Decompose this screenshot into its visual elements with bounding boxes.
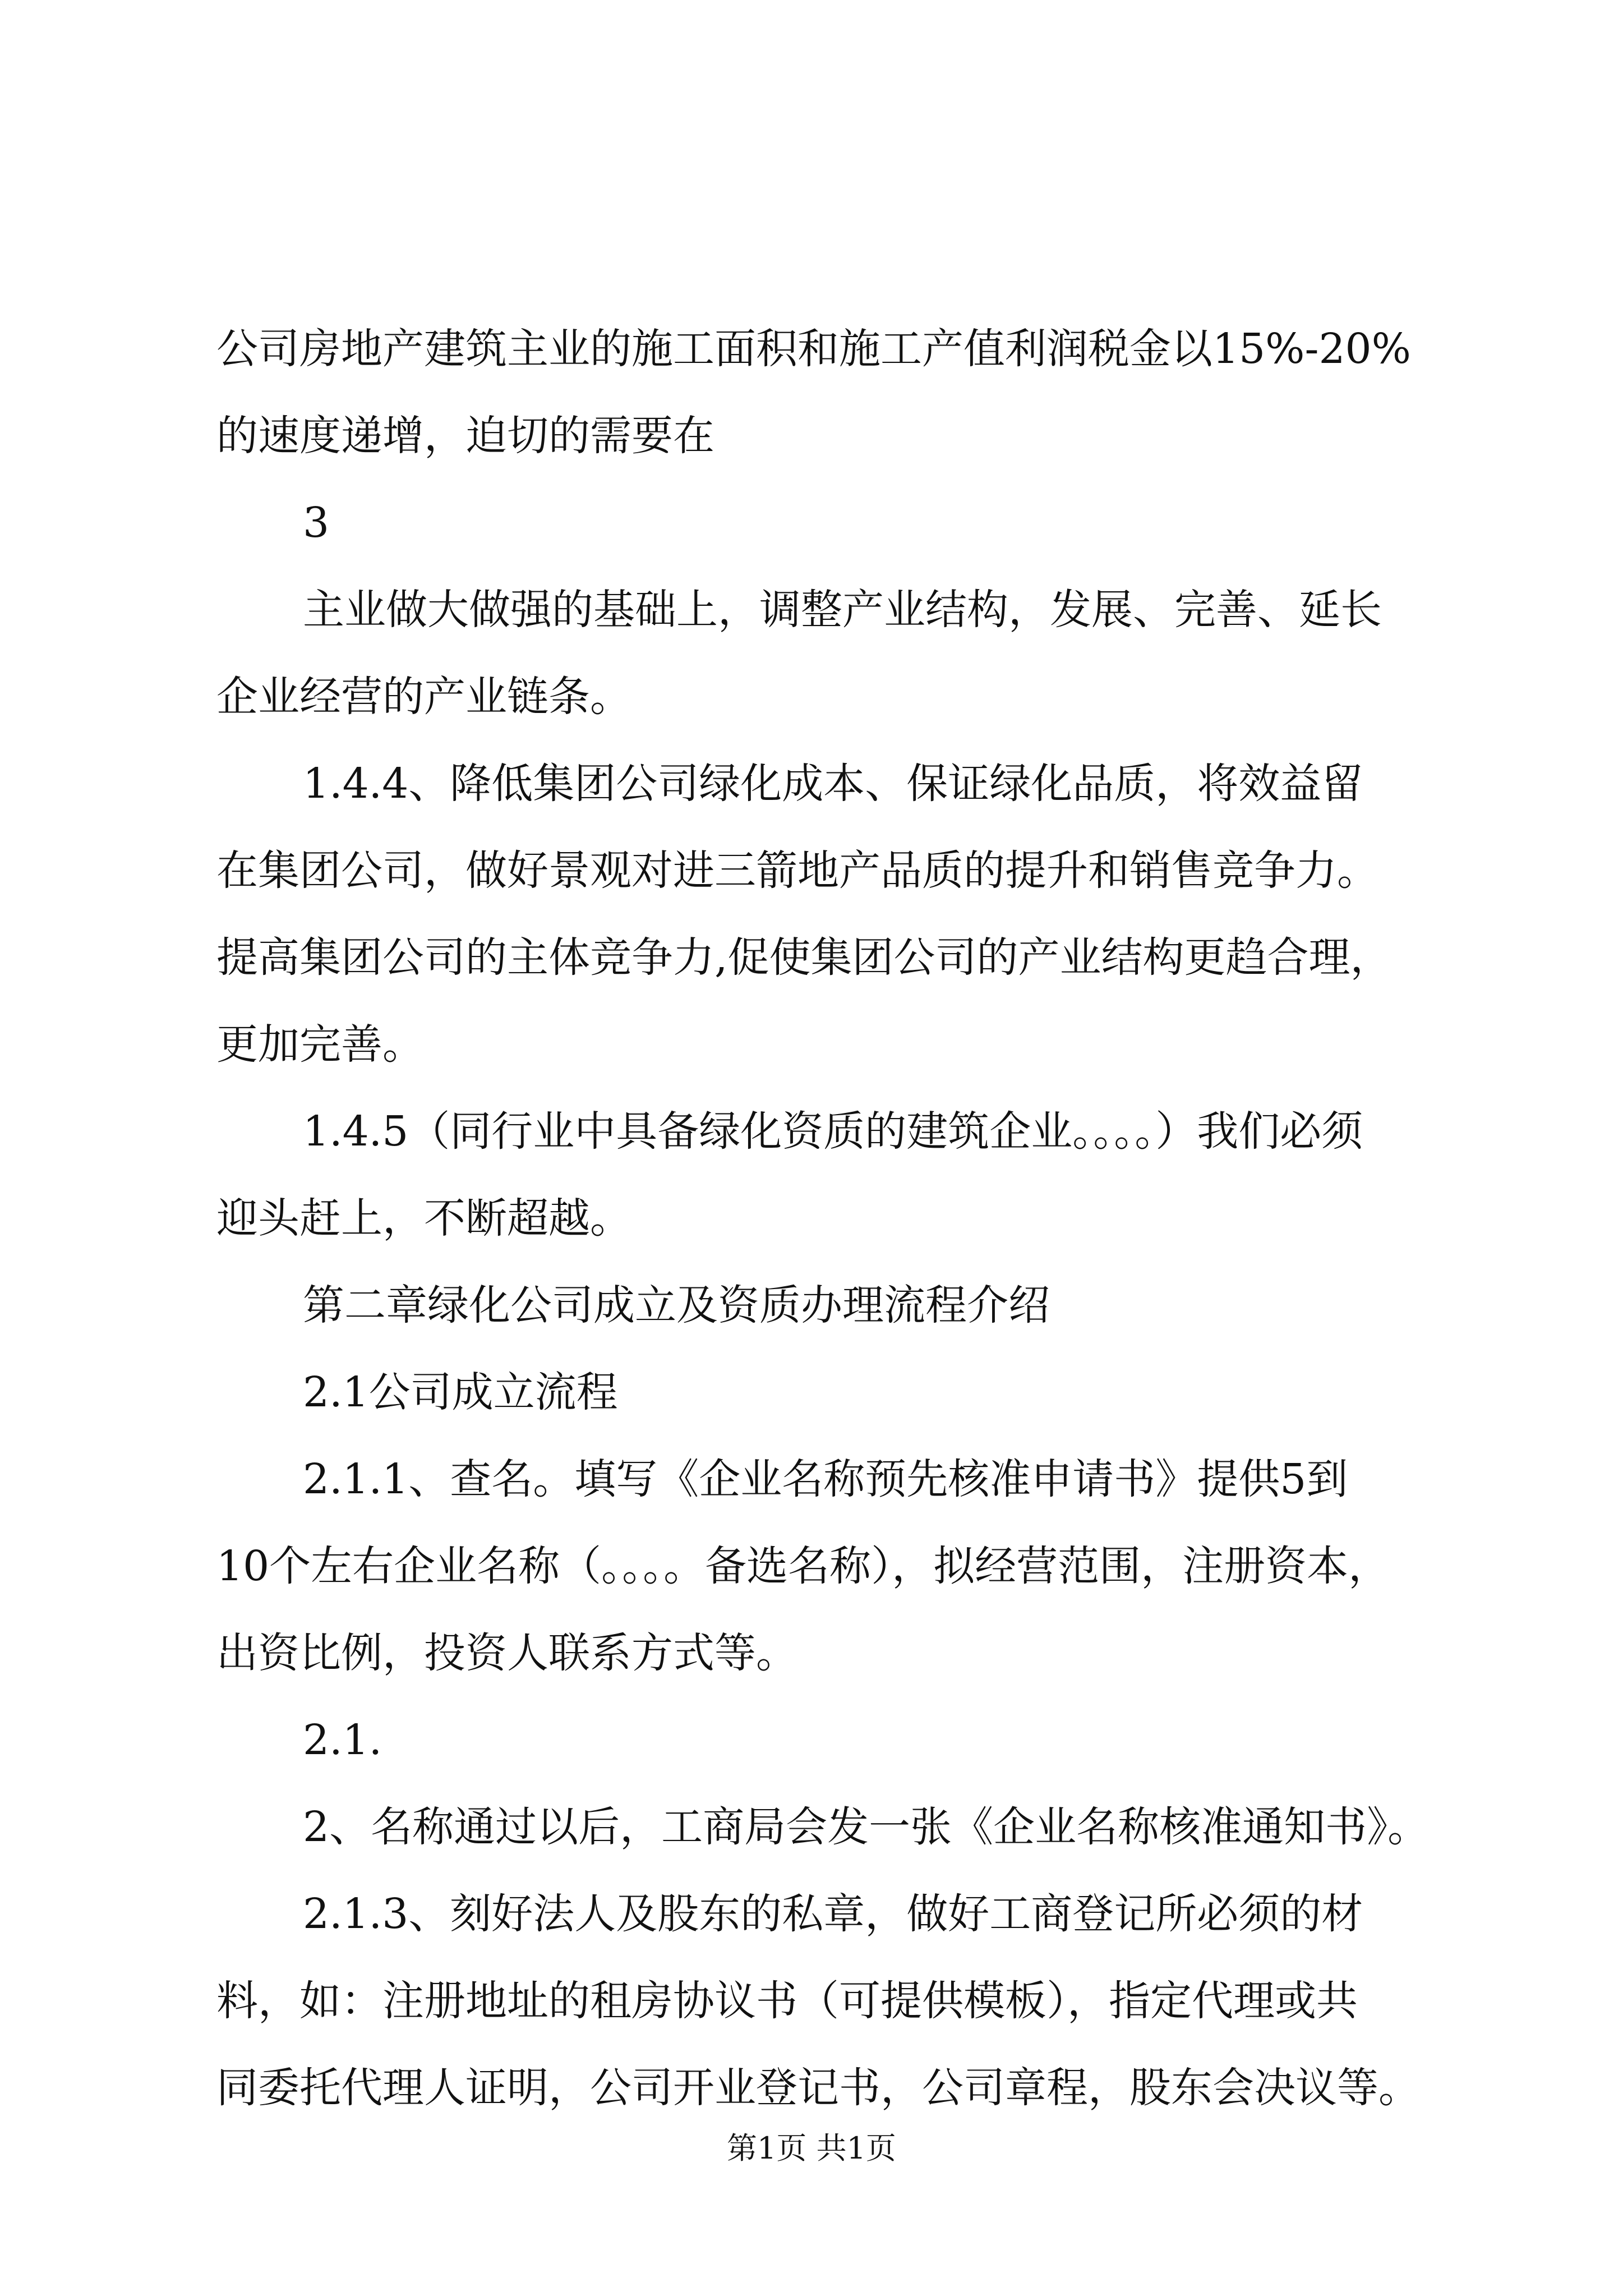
paragraph-line: 主业做大做强的基础上，调整产业结构，发展、完善、延长	[303, 586, 1382, 634]
paragraph-line: 1.4.5（同行业中具备绿化资质的建筑企业。。。。）我们必须	[303, 1107, 1363, 1156]
paragraph-line: 料，如：注册地址的租房协议书（可提供模板），指定代理或共	[216, 1977, 1358, 2025]
paragraph-line: 2.1.3、刻好法人及股东的私章，做好工商登记所必须的材	[303, 1890, 1363, 1938]
paragraph-line: 2、名称通过以后，工商局会发一张《企业名称核准通知书》。	[303, 1803, 1430, 1851]
page-number-marker: 3	[303, 499, 330, 547]
paragraph-line: 1.4.4、降低集团公司绿化成本、保证绿化品质，将效益留	[303, 760, 1363, 808]
paragraph-line: 2.1.1、查名。填写《企业名称预先核准申请书》提供5到	[303, 1455, 1348, 1503]
paragraph-line: 公司房地产建筑主业的施工面积和施工产值利润税金以15%-20%	[216, 325, 1411, 373]
paragraph-line: 出资比例，投资人联系方式等。	[216, 1629, 797, 1677]
paragraph-line: 提高集团公司的主体竞争力,促使集团公司的产业结构更趋合理，	[216, 933, 1392, 982]
section-heading: 2.1公司成立流程	[303, 1368, 618, 1416]
chapter-heading: 第二章绿化公司成立及资质办理流程介绍	[303, 1281, 1050, 1329]
paragraph-line: 2.1.	[303, 1716, 382, 1764]
paragraph-line: 更加完善。	[216, 1020, 424, 1069]
paragraph-line: 的速度递增，迫切的需要在	[216, 412, 714, 460]
page-footer: 第1页 共1页	[727, 2131, 896, 2166]
paragraph-line: 迎头赶上，不断超越。	[216, 1194, 631, 1243]
paragraph-line: 同委托代理人证明，公司开业登记书，公司章程，股东会决议等。	[216, 2064, 1420, 2112]
paragraph-line: 在集团公司，做好景观对进三箭地产品质的提升和销售竞争力。	[216, 846, 1378, 895]
paragraph-line: 10个左右企业名称（。。。。备选名称），拟经营范围，注册资本，	[216, 1542, 1390, 1590]
paragraph-line: 企业经营的产业链条。	[216, 673, 631, 721]
